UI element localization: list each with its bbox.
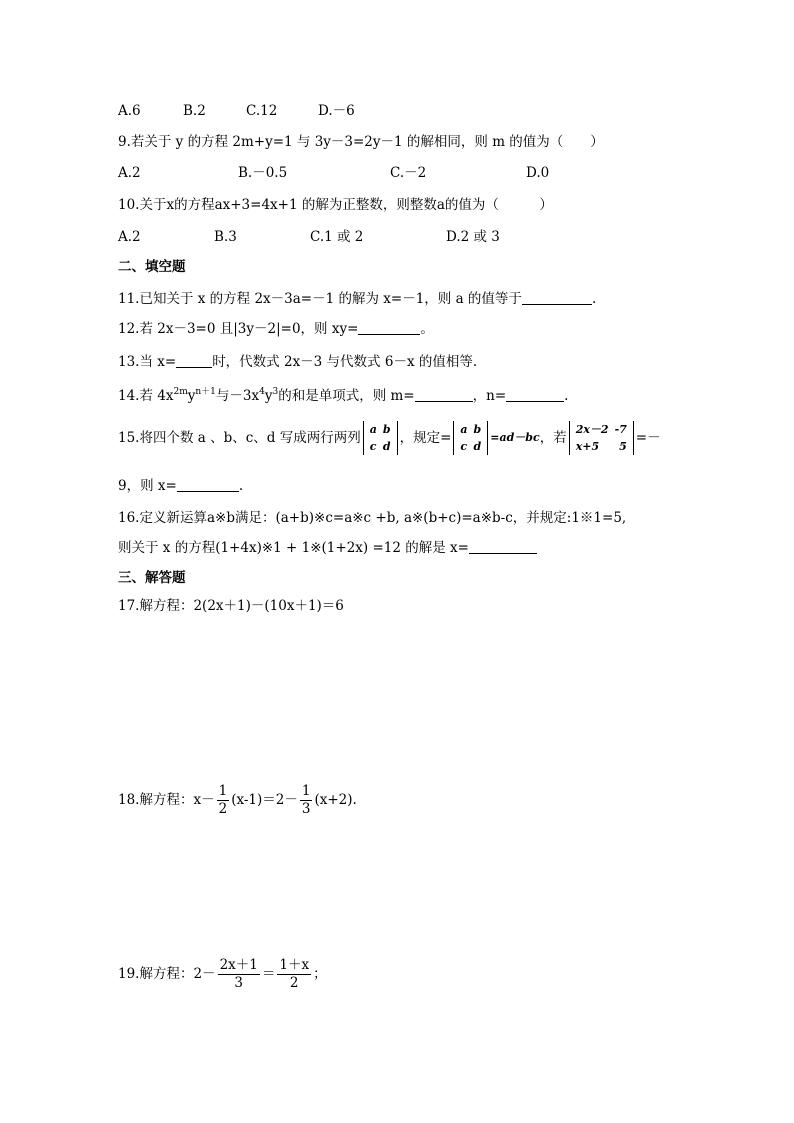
q19-part1: 19.解方程：2－: [118, 966, 216, 982]
det-cell: 2x－2: [575, 423, 609, 436]
q15-determinant-definition: [363, 421, 398, 455]
q16-line2: [118, 539, 537, 557]
q14-exp4: 3: [272, 387, 279, 397]
q9-option-a: A.2: [118, 165, 141, 181]
q13-post: 时，代数式 2x－3 与代数式 6－x 的值相等.: [212, 354, 478, 370]
q19-equals: ＝: [261, 966, 276, 982]
q14-part3: 与－3x: [215, 388, 260, 404]
q14-part4: y: [264, 388, 273, 404]
q15-determinant-rule: [453, 421, 488, 455]
q9-option-c: C.－2: [390, 165, 427, 181]
q15-rule: =ad－bc: [490, 431, 540, 444]
q8-option-d: D.－6: [318, 103, 355, 119]
q14-end: .: [564, 388, 569, 404]
q13: [118, 353, 477, 371]
q12-answer-blank[interactable]: [358, 320, 420, 335]
det-cell: a: [460, 423, 468, 436]
q18-f2-numerator: 1: [301, 782, 311, 799]
q9-option-d: D.0: [526, 165, 550, 181]
q15-answer-blank[interactable]: [177, 477, 239, 492]
q19: [118, 954, 327, 994]
q15: [118, 418, 661, 458]
q19-part2: ；: [313, 966, 327, 982]
q19-f1-denominator: 3: [234, 974, 243, 991]
q14-part1: 14.若 4x: [118, 388, 174, 404]
q12-end: 。: [420, 321, 434, 337]
q15-part4: =－: [635, 430, 661, 446]
q11: [118, 290, 596, 308]
q18-fraction-1: [217, 783, 230, 818]
q15-part3: ，若: [539, 430, 567, 446]
q15-line2: [118, 477, 243, 495]
q18-part3: (x+2).: [314, 792, 357, 808]
q14-part6: ，n=: [472, 388, 507, 404]
q16-line2-text: 则关于 x 的方程(1+4x)※1 + 1※(1+2x) =12 的解是 x=: [118, 540, 469, 556]
q15-part2: ，规定=: [399, 430, 452, 446]
q19-f2-numerator: 1＋x: [279, 956, 310, 973]
q13-answer-blank[interactable]: [176, 353, 212, 368]
q14-exp2: n＋1: [195, 387, 216, 397]
q11-answer-blank[interactable]: [522, 290, 592, 305]
q12: [118, 320, 434, 338]
q19-fraction-2: [277, 957, 311, 992]
q18-f1-denominator: 2: [218, 800, 228, 817]
q19-f1-numerator: 2x＋1: [219, 956, 258, 973]
q10-option-a: A.2: [118, 229, 141, 245]
q14-exp1: 2m: [173, 387, 188, 397]
det-cell: 5: [619, 440, 627, 453]
q14-part5: 的和是单项式，则 m=: [278, 388, 415, 404]
q15-line2-text: 9，则 x=: [118, 478, 177, 494]
q10-option-d: D.2 或 3: [446, 229, 500, 245]
det-cell: c: [460, 440, 468, 453]
q8-option-c: C.12: [246, 103, 278, 119]
section-fill-in-heading: 二、填空题: [118, 259, 186, 275]
q14-exp3: 4: [259, 387, 265, 397]
q18-f1-numerator: 1: [218, 782, 228, 799]
q15-determinant-equation: [569, 421, 634, 455]
det-cell: c: [369, 440, 377, 453]
q11-text: 11.已知关于 x 的方程 2x－3a=－1 的解为 x=－1，则 a 的值等于: [118, 291, 522, 307]
q17: 17.解方程：2(2x＋1)－(10x＋1)＝6: [118, 598, 344, 614]
q16-answer-blank[interactable]: [469, 539, 537, 554]
q14-part2: y: [187, 388, 196, 404]
q18-part2: (x-1)＝2－: [231, 792, 298, 808]
q14-n-blank[interactable]: [506, 387, 564, 402]
q19-fraction-1: [218, 957, 260, 992]
q8-option-b: B.2: [183, 103, 206, 119]
q10-stem: 10.关于x的方程ax+3=4x+1 的解为正整数，则整数a的值为（ ）: [118, 197, 553, 213]
q10-option-b: B.3: [214, 229, 237, 245]
q14: [118, 383, 568, 405]
q19-f2-denominator: 2: [289, 974, 299, 991]
q8-options: [118, 102, 355, 120]
q14-m-blank[interactable]: [415, 387, 473, 402]
q18-fraction-2: [300, 783, 313, 818]
q9-options: [118, 164, 549, 182]
q9-stem: 9.若关于 y 的方程 2m+y=1 与 3y－3=2y－1 的解相同，则 m 的值为（ ）: [118, 134, 604, 150]
q15-part1: 15.将四个数 a 、b、c、d 写成两行两列: [118, 430, 361, 446]
q13-pre: 13.当 x=: [118, 354, 177, 370]
q9-option-b: B.－0.5: [238, 165, 288, 181]
q8-option-a: A.6: [118, 103, 141, 119]
q11-end: .: [591, 291, 597, 307]
q15-end: .: [238, 478, 244, 494]
q10-options: [118, 228, 500, 246]
q18-f2-denominator: 3: [301, 800, 311, 817]
section-solve-heading: 三、解答题: [118, 570, 186, 586]
q16-line1: 16.定义新运算a※b满足：(a+b)※c=a※c +b, a※(b+c)=a※b-c，并规定:1※1=5,: [118, 510, 627, 526]
det-cell: b: [473, 423, 482, 436]
det-cell: x+5: [575, 440, 600, 453]
det-cell: d: [382, 440, 391, 453]
q12-text: 12.若 2x－3=0 且|3y－2|=0，则 xy=: [118, 321, 359, 337]
det-cell: a: [369, 423, 377, 436]
q10-option-c: C.1 或 2: [310, 229, 364, 245]
q18: [118, 780, 357, 820]
det-cell: -7: [614, 423, 627, 436]
q18-part1: 18.解方程：x－: [118, 792, 215, 808]
det-cell: d: [473, 440, 482, 453]
det-cell: b: [382, 423, 391, 436]
